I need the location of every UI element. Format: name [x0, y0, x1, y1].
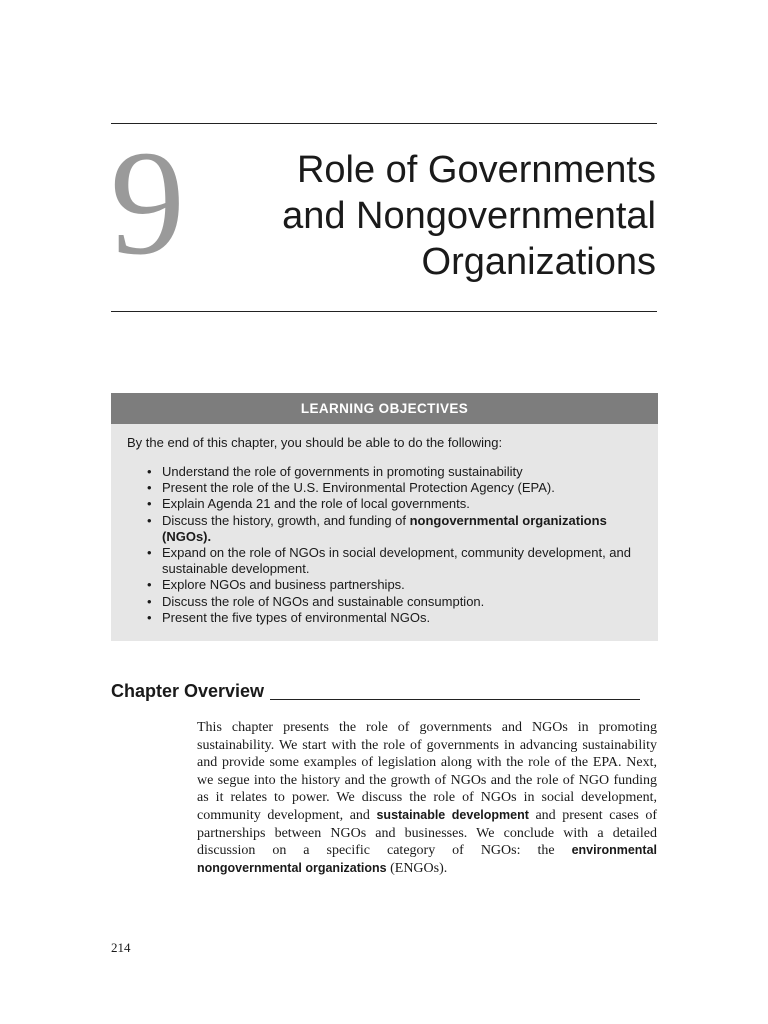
objective-item: • Expand on the role of NGOs in social development, community development, and sustainable development. — [147, 545, 658, 577]
objective-item: • Present the five types of environmental NGOs. — [147, 610, 658, 626]
chapter-title — [216, 147, 656, 285]
chapter-number: 9 — [110, 120, 185, 286]
objective-item: • Explain Agenda 21 and the role of local governments. — [147, 496, 658, 512]
objective-term: nongovernmental organizations (NGOs). — [162, 512, 607, 544]
chapter-title-line: and Nongovernmental — [282, 195, 656, 237]
chapter-title-line: Role of Governments — [296, 149, 656, 191]
key-term: sustainable development — [376, 807, 529, 822]
objective-item: • Present the role of the U.S. Environmental Protection Agency (EPA). — [147, 480, 658, 496]
objective-item: • Discuss the history, growth, and funding of nongovernmental organizations (NGOs). — [147, 513, 658, 545]
chapter-title-line: Organizations — [421, 241, 656, 283]
overview-paragraph: This chapter presents the role of governments and NGOs in promoting sustainability. We start with the role of governments in advancing sustainability and provide some examples of legislation along with the role of the EPA. Next, we segue into the history and the growth of NGOs and the role of NGO funding as it relates to power. We discuss the role of NGOs in social development, community development, and sustainable development and present cases of partnerships between NGOs and businesses. We conclude with a detailed discussion on a specific category of NGOs: the environmental nongovernmental organizations (ENGOs). — [197, 720, 657, 876]
bottom-rule — [111, 311, 657, 312]
learning-objectives-header: LEARNING OBJECTIVES — [111, 393, 658, 424]
page-number: 214 — [111, 940, 131, 955]
learning-objectives-intro: By the end of this chapter, you should be able to do the following: — [127, 435, 503, 450]
objective-item: • Explore NGOs and business partnerships. — [147, 577, 658, 593]
chapter-overview-heading — [111, 678, 657, 704]
key-term: environmental nongovernmental organizations — [197, 843, 657, 875]
learning-objectives-box — [111, 393, 658, 641]
top-rule — [111, 123, 657, 124]
objective-item: • Discuss the role of NGOs and sustainable consumption. — [147, 594, 658, 610]
section-heading-text: Chapter Overview — [111, 681, 265, 701]
objectives-list — [111, 464, 658, 626]
heading-underline — [270, 699, 640, 700]
objective-item: • Understand the role of governments in promoting sustainability — [147, 464, 658, 480]
